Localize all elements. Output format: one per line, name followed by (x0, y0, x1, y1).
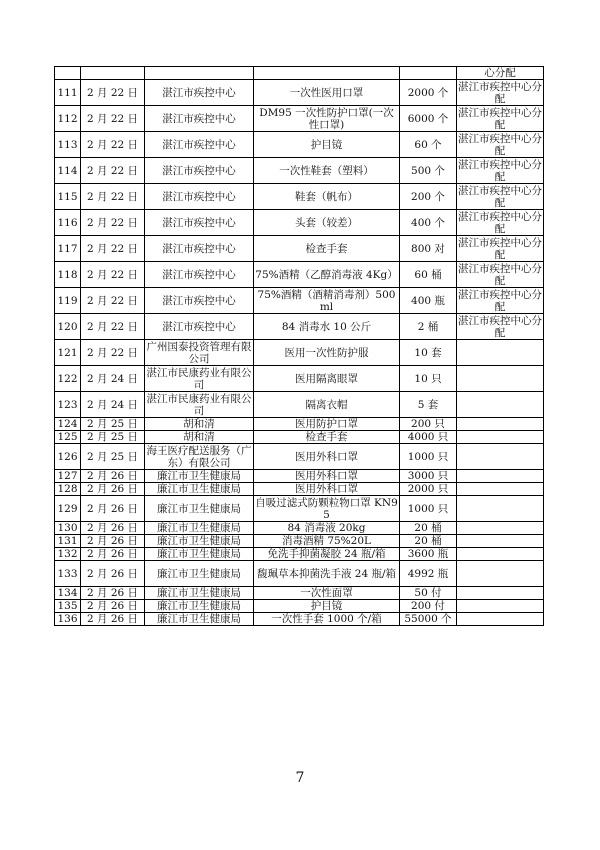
table-row (55, 522, 544, 535)
table-row (55, 418, 544, 431)
cell-no: 118 (55, 262, 81, 288)
cell-date: 2 月 25 日 (81, 431, 145, 444)
cell-donor: 廉江市卫生健康局 (145, 496, 254, 522)
cell-qty: 4000 只 (400, 431, 457, 444)
table-row (55, 236, 544, 262)
cell-no: 124 (55, 418, 81, 431)
cell-recipient: 心分配 (457, 67, 544, 80)
cell-donor: 湛江市疾控中心 (145, 158, 254, 184)
cell-qty: 400 个 (400, 210, 457, 236)
cell-qty: 200 付 (400, 600, 457, 613)
cell-date: 2 月 24 日 (81, 366, 145, 392)
cell-donor: 廉江市卫生健康局 (145, 470, 254, 483)
cell-recipient (457, 483, 544, 496)
cell-item: 一次性手套 1000 个/箱 (254, 613, 400, 626)
cell-no: 132 (55, 548, 81, 561)
cell-qty: 2000 只 (400, 483, 457, 496)
cell-date (81, 67, 145, 80)
cell-date: 2 月 22 日 (81, 210, 145, 236)
cell-date: 2 月 22 日 (81, 80, 145, 106)
cell-item (254, 67, 400, 80)
cell-recipient (457, 561, 544, 587)
cell-recipient: 湛江市疾控中心分配 (458, 210, 542, 235)
cell-no: 117 (55, 236, 81, 262)
table-row (55, 80, 544, 106)
cell-date: 2 月 26 日 (81, 587, 145, 600)
cell-item: 头套（较差） (254, 210, 400, 236)
cell-no: 130 (55, 522, 81, 535)
cell-recipient (457, 392, 544, 418)
cell-item: 75%酒精（乙醇消毒液 4Kg） (254, 262, 400, 288)
cell-recipient (457, 470, 544, 483)
table-row (55, 262, 544, 288)
cell-qty: 10 只 (400, 366, 457, 392)
cell-item: 医用外科口罩 (254, 470, 400, 483)
table-row (55, 106, 544, 132)
table-row (55, 561, 544, 587)
cell-date: 2 月 26 日 (81, 600, 145, 613)
cell-qty: 400 瓶 (400, 288, 457, 314)
cell-no: 112 (55, 106, 81, 132)
cell-no: 123 (55, 392, 81, 418)
cell-recipient: 湛江市疾控中心分配 (458, 314, 542, 339)
donation-table (54, 66, 544, 626)
cell-donor: 廉江市卫生健康局 (145, 587, 254, 600)
table-row (55, 483, 544, 496)
cell-qty: 3000 只 (400, 470, 457, 483)
cell-qty: 2 桶 (400, 314, 457, 340)
cell-donor: 湛江市疾控中心 (145, 314, 254, 340)
cell-no: 126 (55, 444, 81, 470)
cell-recipient: 湛江市疾控中心分配 (458, 106, 542, 131)
cell-no: 133 (55, 561, 81, 587)
cell-date: 2 月 25 日 (81, 418, 145, 431)
cell-item: 免洗手抑菌凝胶 24 瓶/箱 (254, 548, 400, 561)
cell-date: 2 月 22 日 (81, 314, 145, 340)
table-row (55, 184, 544, 210)
cell-donor: 廉江市卫生健康局 (145, 561, 254, 587)
cell-donor: 湛江市疾控中心 (145, 184, 254, 210)
cell-donor: 廉江市卫生健康局 (145, 600, 254, 613)
cell-recipient (457, 613, 544, 626)
cell-date: 2 月 26 日 (81, 548, 145, 561)
cell-no: 131 (55, 535, 81, 548)
table-row (55, 548, 544, 561)
cell-recipient (457, 418, 544, 431)
cell-no: 129 (55, 496, 81, 522)
cell-no: 119 (55, 288, 81, 314)
cell-qty: 4992 瓶 (400, 561, 457, 587)
cell-date: 2 月 26 日 (81, 483, 145, 496)
cell-donor: 胡和清 (145, 418, 254, 431)
table-row (55, 431, 544, 444)
table-row (55, 535, 544, 548)
cell-item: DM95 一次性防护口罩(一次性口罩) (254, 106, 400, 132)
cell-qty: 1000 只 (400, 496, 457, 522)
cell-qty: 500 个 (400, 158, 457, 184)
cell-date: 2 月 22 日 (81, 340, 145, 366)
cell-date: 2 月 26 日 (81, 522, 145, 535)
cell-date: 2 月 26 日 (81, 496, 145, 522)
cell-qty: 60 个 (400, 132, 457, 158)
table-row (55, 314, 544, 340)
cell-item: 隔离衣帽 (254, 392, 400, 418)
cell-donor: 湛江市民康药业有限公司 (146, 392, 252, 417)
cell-donor: 廉江市卫生健康局 (145, 548, 254, 561)
cell-qty: 20 桶 (400, 535, 457, 548)
cell-item: 护目镜 (254, 132, 400, 158)
table-row (55, 613, 544, 626)
cell-donor: 廉江市卫生健康局 (145, 483, 254, 496)
table-body (55, 67, 544, 626)
table-row (55, 132, 544, 158)
cell-qty: 200 只 (400, 418, 457, 431)
cell-donor (145, 67, 254, 80)
cell-qty: 5 套 (400, 392, 457, 418)
table-row (55, 470, 544, 483)
cell-item: 一次性医用口罩 (254, 80, 400, 106)
cell-item: 75%酒精（酒精消毒剂）500ml (254, 288, 400, 314)
cell-recipient (457, 587, 544, 600)
table-row (55, 158, 544, 184)
cell-item: 自吸过滤式防颗粒物口罩 KN95 (255, 496, 398, 521)
cell-date: 2 月 22 日 (81, 236, 145, 262)
cell-item: 医用一次性防护服 (254, 340, 400, 366)
cell-donor: 海王医疗配送服务（广东）有限公司 (146, 444, 252, 469)
cell-recipient (457, 444, 544, 470)
cell-date: 2 月 26 日 (81, 561, 145, 587)
cell-date: 2 月 24 日 (81, 392, 145, 418)
cell-no: 128 (55, 483, 81, 496)
table-row (55, 444, 544, 470)
cell-no: 127 (55, 470, 81, 483)
cell-item: 一次性鞋套（塑料） (254, 158, 400, 184)
table-row (55, 392, 544, 418)
cell-item: 84 消毒液 20kg (254, 522, 400, 535)
table-row-continued (55, 67, 544, 80)
cell-no: 113 (55, 132, 81, 158)
cell-item: 检查手套 (254, 236, 400, 262)
cell-qty: 2000 个 (400, 80, 457, 106)
table-row (55, 366, 544, 392)
cell-item: 消毒酒精 75%20L (254, 535, 400, 548)
cell-item: 医用防护口罩 (254, 418, 400, 431)
cell-recipient (457, 366, 544, 392)
cell-no: 134 (55, 587, 81, 600)
cell-date: 2 月 22 日 (81, 158, 145, 184)
cell-date: 2 月 26 日 (81, 535, 145, 548)
cell-recipient (457, 431, 544, 444)
cell-date: 2 月 22 日 (81, 184, 145, 210)
cell-qty: 10 套 (400, 340, 457, 366)
table-row (55, 210, 544, 236)
cell-recipient (457, 600, 544, 613)
cell-date: 2 月 22 日 (81, 262, 145, 288)
cell-no: 135 (55, 600, 81, 613)
cell-qty: 20 桶 (400, 522, 457, 535)
cell-no: 114 (55, 158, 81, 184)
cell-recipient (457, 522, 544, 535)
cell-donor: 湛江市疾控中心 (145, 236, 254, 262)
cell-donor: 广州国泰投资管理有限公司 (146, 340, 252, 365)
cell-no: 125 (55, 431, 81, 444)
cell-donor: 胡和清 (145, 431, 254, 444)
cell-qty: 55000 个 (400, 613, 457, 626)
cell-item: 护目镜 (254, 600, 400, 613)
cell-item: 84 消毒水 10 公斤 (254, 314, 400, 340)
cell-qty: 50 付 (400, 587, 457, 600)
cell-donor: 湛江市疾控中心 (145, 106, 254, 132)
cell-donor: 廉江市卫生健康局 (145, 522, 254, 535)
cell-date: 2 月 26 日 (81, 613, 145, 626)
cell-recipient (457, 340, 544, 366)
cell-recipient: 湛江市疾控中心分配 (458, 236, 542, 261)
cell-donor: 湛江市疾控中心 (145, 288, 254, 314)
cell-qty: 3600 瓶 (400, 548, 457, 561)
cell-no: 111 (55, 80, 81, 106)
cell-no: 121 (55, 340, 81, 366)
cell-item: 检查手套 (254, 431, 400, 444)
cell-item: 医用隔离眼罩 (254, 366, 400, 392)
cell-qty (400, 67, 457, 80)
cell-donor: 湛江市疾控中心 (145, 262, 254, 288)
cell-donor: 湛江市民康药业有限公司 (146, 366, 252, 391)
cell-no: 122 (55, 366, 81, 392)
cell-recipient: 湛江市疾控中心分配 (458, 132, 542, 157)
cell-date: 2 月 26 日 (81, 470, 145, 483)
cell-no: 120 (55, 314, 81, 340)
cell-date: 2 月 22 日 (81, 288, 145, 314)
cell-item: 医用外科口罩 (254, 444, 400, 470)
cell-donor: 湛江市疾控中心 (145, 80, 254, 106)
cell-donor: 湛江市疾控中心 (145, 210, 254, 236)
cell-item: 鞋套（帆布） (254, 184, 400, 210)
cell-recipient (457, 496, 544, 522)
table-row (55, 600, 544, 613)
cell-no (55, 67, 81, 80)
cell-date: 2 月 22 日 (81, 132, 145, 158)
cell-qty: 1000 只 (400, 444, 457, 470)
cell-qty: 800 对 (400, 236, 457, 262)
cell-no: 115 (55, 184, 81, 210)
cell-donor: 廉江市卫生健康局 (145, 535, 254, 548)
cell-no: 136 (55, 613, 81, 626)
table-row (55, 288, 544, 314)
cell-qty: 200 个 (400, 184, 457, 210)
table-row (55, 496, 544, 522)
table-row (55, 340, 544, 366)
cell-date: 2 月 22 日 (81, 106, 145, 132)
cell-qty: 6000 个 (400, 106, 457, 132)
cell-item: 馥珮草本抑菌洗手液 24 瓶/箱 (254, 561, 400, 587)
cell-item: 一次性面罩 (254, 587, 400, 600)
cell-date: 2 月 25 日 (81, 444, 145, 470)
cell-no: 116 (55, 210, 81, 236)
cell-donor: 湛江市疾控中心 (145, 132, 254, 158)
cell-recipient (457, 548, 544, 561)
table-row (55, 587, 544, 600)
cell-recipient (457, 535, 544, 548)
cell-recipient: 湛江市疾控中心分配 (458, 288, 542, 313)
cell-qty: 60 桶 (400, 262, 457, 288)
cell-recipient: 湛江市疾控中心分配 (458, 80, 542, 105)
cell-donor: 廉江市卫生健康局 (145, 613, 254, 626)
cell-recipient: 湛江市疾控中心分配 (458, 158, 542, 183)
cell-recipient: 湛江市疾控中心分配 (458, 184, 542, 209)
cell-item: 医用外科口罩 (254, 483, 400, 496)
page-number: 7 (295, 770, 305, 786)
cell-recipient: 湛江市疾控中心分配 (458, 262, 542, 287)
